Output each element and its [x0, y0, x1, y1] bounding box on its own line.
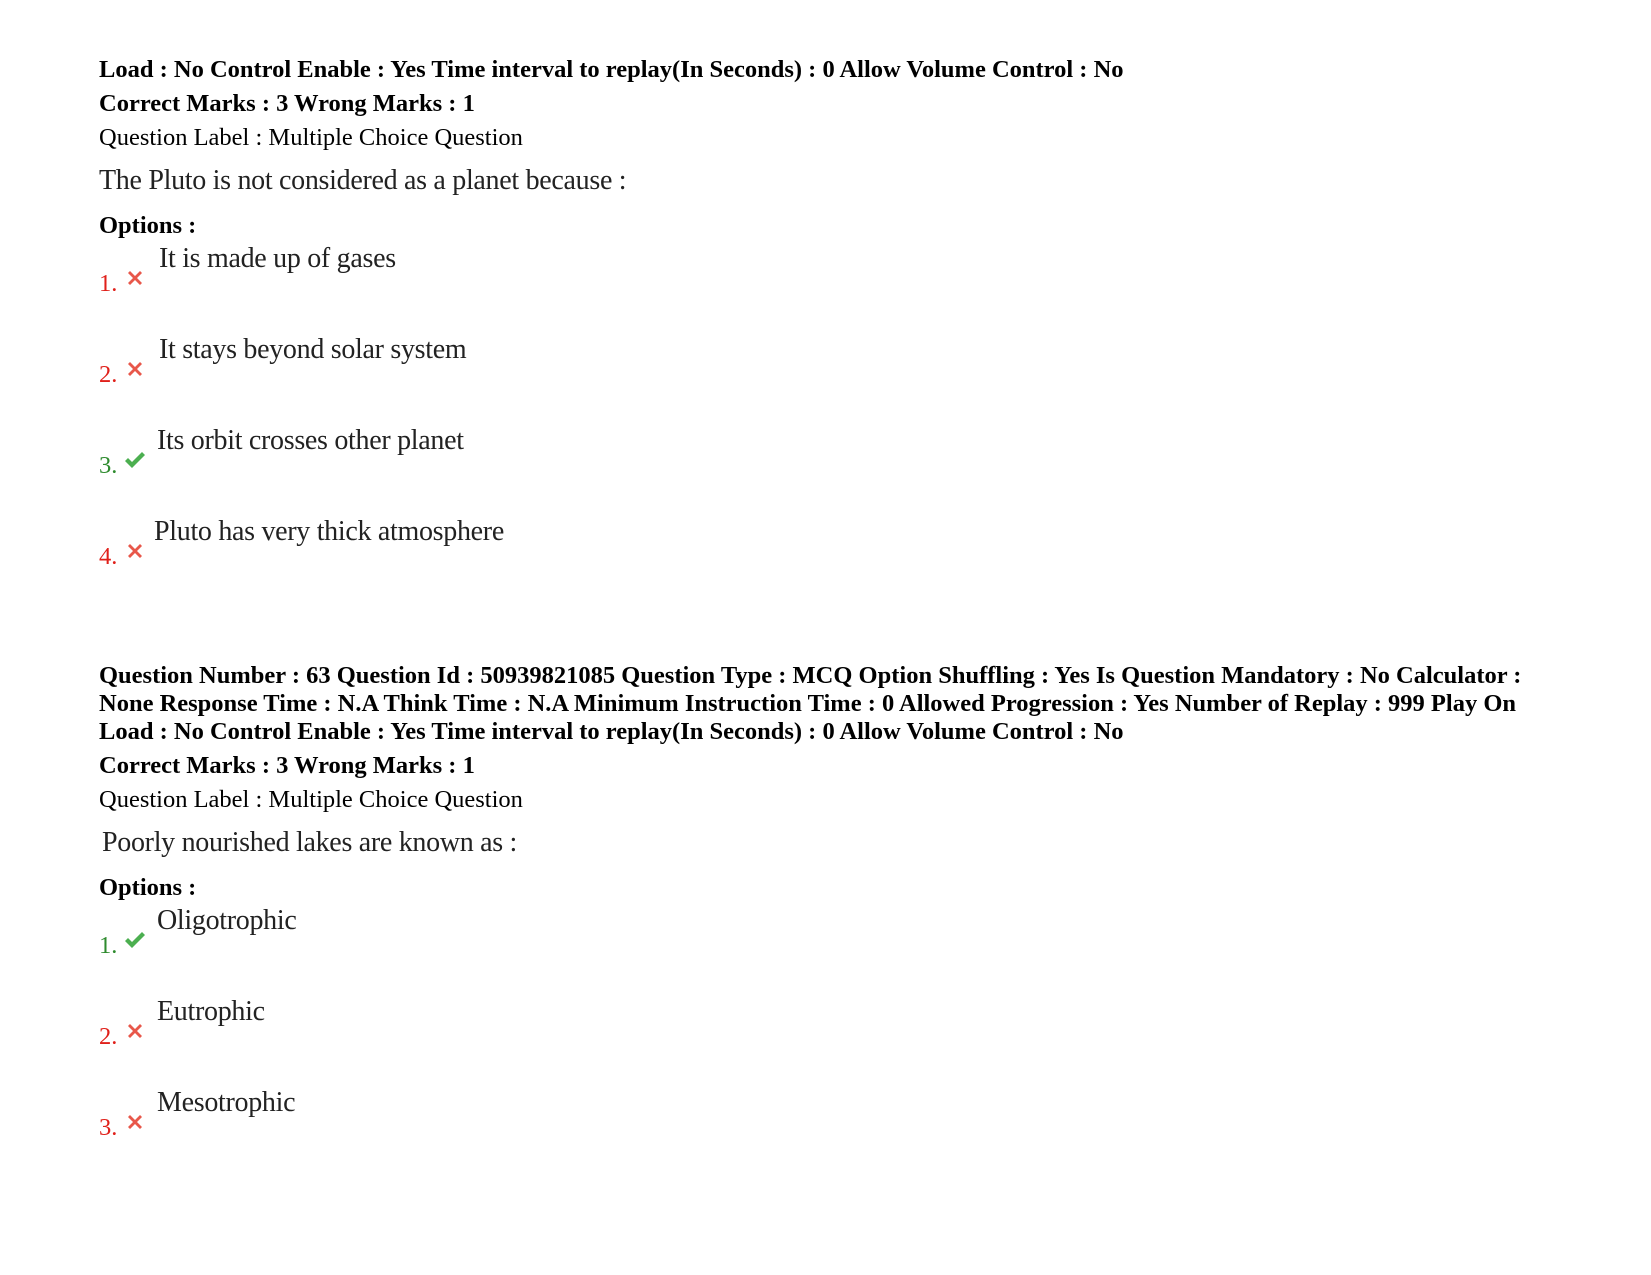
question-block-1	[99, 56, 1574, 604]
options-heading: Options :	[99, 212, 197, 239]
option-number: 2.	[99, 1023, 118, 1050]
option-text: Pluto has very thick atmosphere	[154, 516, 504, 547]
question-label: Question Label : Multiple Choice Question	[99, 786, 523, 813]
option-number: 1.	[99, 932, 118, 959]
question-meta	[99, 662, 1574, 746]
option-text: Mesotrophic	[157, 1087, 296, 1118]
option-4	[99, 513, 1574, 604]
options-list	[99, 902, 1574, 1175]
option-1	[99, 902, 1574, 993]
option-text: Oligotrophic	[157, 905, 297, 936]
check-icon	[123, 448, 147, 472]
meta-line: None Response Time : N.A Think Time : N.A Minimum Instruction Time : 0 Allowed Progression : Yes Number of Replay : 999 Play On	[99, 690, 1517, 717]
question-meta	[99, 56, 1574, 84]
option-text: It stays beyond solar system	[159, 334, 467, 365]
options-heading: Options :	[99, 874, 197, 901]
marks-info: Correct Marks : 3 Wrong Marks : 1	[99, 90, 475, 117]
meta-line: Load : No Control Enable : Yes Time interval to replay(In Seconds) : 0 Allow Volume Control : No	[99, 718, 1124, 745]
option-text: Its orbit crosses other planet	[157, 425, 464, 456]
cross-icon	[123, 357, 147, 381]
meta-line: Question Number : 63 Question Id : 50939821085 Question Type : MCQ Option Shuffling : Yes Is Question Mandatory : No Calculator :	[99, 662, 1522, 689]
option-number: 4.	[99, 543, 118, 570]
cross-icon	[123, 1019, 147, 1043]
option-1	[99, 240, 1574, 331]
meta-line: Load : No Control Enable : Yes Time interval to replay(In Seconds) : 0 Allow Volume Control : No	[99, 56, 1124, 83]
check-icon	[123, 928, 147, 952]
option-3	[99, 1084, 1574, 1175]
option-text: Eutrophic	[157, 996, 265, 1027]
cross-icon	[123, 1110, 147, 1134]
cross-icon	[123, 266, 147, 290]
question-text: Poorly nourished lakes are known as :	[102, 827, 518, 858]
question-label: Question Label : Multiple Choice Question	[99, 124, 523, 151]
option-number: 3.	[99, 452, 118, 479]
cross-icon	[123, 539, 147, 563]
option-3	[99, 422, 1574, 513]
question-block-2	[99, 662, 1574, 1175]
option-number: 1.	[99, 270, 118, 297]
option-number: 3.	[99, 1114, 118, 1141]
option-2	[99, 993, 1574, 1084]
option-number: 2.	[99, 361, 118, 388]
option-text: It is made up of gases	[159, 243, 396, 274]
marks-info: Correct Marks : 3 Wrong Marks : 1	[99, 752, 475, 779]
question-text: The Pluto is not considered as a planet because :	[99, 165, 627, 196]
option-2	[99, 331, 1574, 422]
options-list	[99, 240, 1574, 604]
